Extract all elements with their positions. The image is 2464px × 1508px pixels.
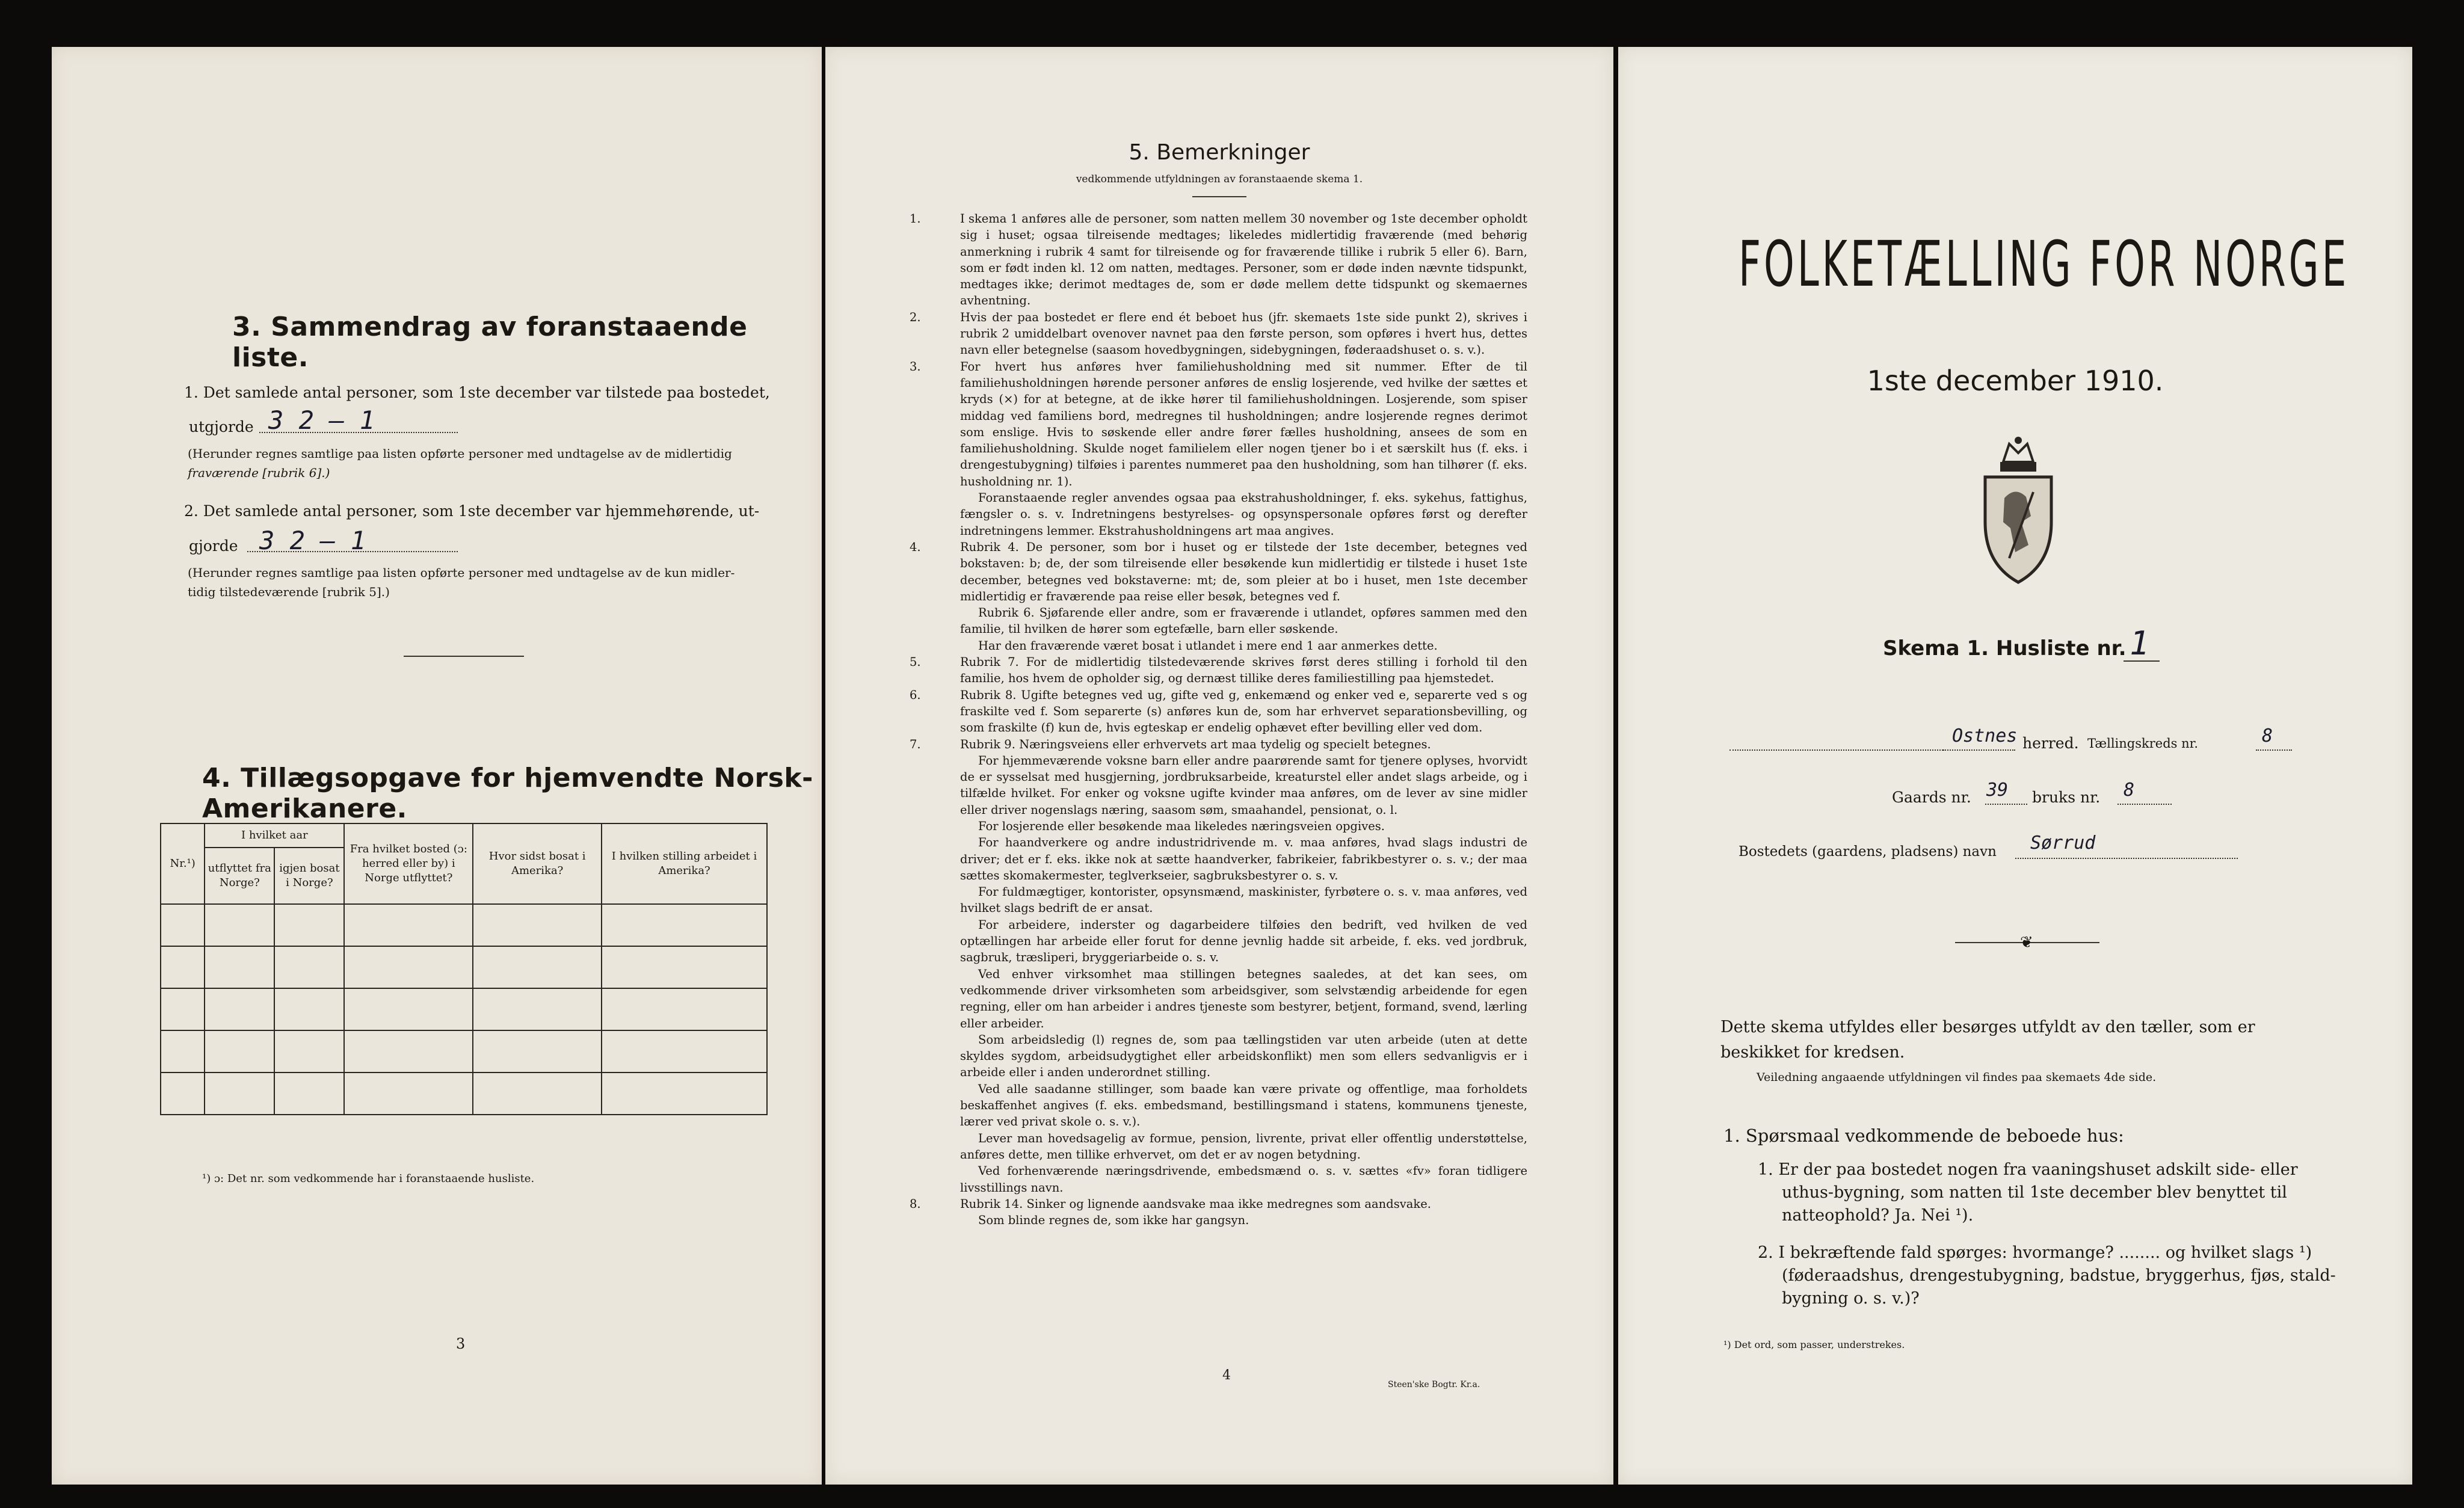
remark-text: Rubrik 8. Ugifte betegnes ved ug, gifte ved g, enkemænd og enker ved e, separerte ved s og fraskilte ved f. Som separerte (s) anføres kun de, som har erhvervet separationsbevilling, og som fraskilte (f) kun de, hvis egteskap er endelig ophævet efter bevilling eller ved dom. xyxy=(960,688,1527,735)
bosted-value[interactable]: Sørrud xyxy=(2030,832,2096,854)
bosted-label: Bostedets (gaardens, pladsens) navn xyxy=(1739,844,1997,860)
remark-text: Ved alle saadanne stillinger, som baade kan være private og offentlige, maa forholdets beskaffenhet angives (f. eks. embedsmand, bestillingsmand i statens, kommunens tjeneste, lærer ved privat skole o. s. v.). xyxy=(960,1082,1527,1129)
remark-paragraph xyxy=(935,752,1527,818)
remark-text: Som blinde regnes de, som ikke har gangsyn. xyxy=(978,1213,1249,1228)
printer-mark: Steen'ske Bogtr. Kr.a. xyxy=(1388,1380,1480,1390)
cover-title: FOLKETÆLLING FOR NORGE xyxy=(1739,227,2350,301)
remark-number: 6. xyxy=(910,688,921,702)
table-row xyxy=(161,1073,767,1115)
remark-number: 5. xyxy=(910,655,921,669)
table-row xyxy=(161,946,767,988)
remark-paragraph xyxy=(935,917,1527,966)
section-4-title: 4. Tillægsopgave for hjemvendte Norsk-Amerikanere. xyxy=(202,763,813,824)
bruks-label: bruks nr. xyxy=(2032,789,2101,806)
remark-paragraph xyxy=(910,211,1527,309)
remark-text: Rubrik 4. De personer, som bor i huset og er tilstede der 1ste december, betegnes ved bokstaven: b; de, der som tilreisende eller besøkende kun midlertidig er tilstede i huset 1ste december, betegnes ved bokstaverne: mt; de, som pleier at bo i huset, men 1ste december midlertidig er fraværende paa reise eller besøk, betegnes ved f. xyxy=(960,540,1527,603)
item-1-value[interactable]: 3 2 – 1 xyxy=(268,405,375,435)
norsk-amerikanere-table xyxy=(160,823,768,1115)
page-4-remarks xyxy=(825,47,1613,1485)
remark-paragraph xyxy=(935,966,1527,1032)
remark-number: 1. xyxy=(910,212,921,226)
col-fra: Fra hvilket bosted (ɔ: herred eller by) i Norge utflyttet? xyxy=(344,823,473,904)
remark-paragraph xyxy=(935,490,1527,539)
remark-paragraph xyxy=(910,539,1527,605)
remark-text: For fuldmægtiger, kontorister, opsynsmænd, maskinister, fyrbøtere o. s. v. maa anføres, ved hvilket slags bedrift de er ansat. xyxy=(960,885,1527,916)
remark-text: Rubrik 14. Sinker og lignende aandsvake maa ikke medregnes som aandsvake. xyxy=(960,1196,1431,1211)
herred-label: herred. xyxy=(2022,734,2079,752)
remark-text: Hvis der paa bostedet er flere end ét beboet hus (jfr. skemaets 1ste side punkt 2), skrives i rubrik 2 umiddelbart ovenover navnet paa den første person, som opføres i hvert hus, dettes navn eller betegnelse (saasom hovedbygningen, sidebygningen, føderaadshuset o. s. v.). xyxy=(960,310,1527,357)
remark-text: Ved forhenværende næringsdrivende, embedsmænd o. s. v. sættes «fv» foran tidligere livsstillings navn. xyxy=(960,1164,1527,1195)
remark-text: Har den fraværende været bosat i utlandet i mere end 1 aar anmerkes dette. xyxy=(978,638,1438,653)
husliste-nr-value[interactable]: 1 xyxy=(2130,624,2149,662)
remark-paragraph xyxy=(935,1032,1527,1081)
divider xyxy=(404,656,524,657)
table-row xyxy=(161,988,767,1030)
item-2-value[interactable]: 3 2 – 1 xyxy=(259,526,366,555)
table-row xyxy=(161,904,767,946)
remark-paragraph xyxy=(935,638,1527,654)
remark-text: For hvert hus anføres hver familiehusholdning med sit nummer. Efter de til familiehusholdningen hørende personer anføres de enslig losjerende, ved hvilke der sættes et kryds (×) for at betegne, at de ikke hører til familiehusholdningen. Losjerende, som spiser middag ved familiens bord, medregnes til husholdningen; andre losjerende regnes derimot som enslige. Hvis to søskende eller andre fører fælles husholdning, ansees de som en familiehusholdning. Skulde noget familielem eller nogen tjener bo i et særskilt hus (f. eks. i drengestubygning) tilføies i parentes nummeret paa den husholdning, som han tilhører (f. eks. husholdning nr. 1). xyxy=(960,359,1527,488)
instruction-line-3: Veiledning angaaende utfyldningen vil findes paa skemaets 4de side. xyxy=(1757,1071,2157,1084)
remark-paragraph xyxy=(935,818,1527,834)
remark-text: Som arbeidsledig (l) regnes de, som paa tællingstiden var uten arbeide (uten at dette skyldes sygdom, arbeidsudygtighet eller arbeidskonflikt) men som ellers sedvanligvis er i arbeide eller i anden underordnet stilling. xyxy=(960,1032,1527,1080)
col-nr: Nr.¹) xyxy=(161,823,205,904)
question-1-line-2: uthus-bygning, som natten til 1ste december blev benyttet til xyxy=(1782,1183,2287,1202)
section-3-title: 3. Sammendrag av foranstaaende liste. xyxy=(232,312,748,373)
ornament-icon: ❦ xyxy=(2020,934,2033,952)
remark-paragraph xyxy=(935,834,1527,884)
question-1-line-3: natteophold? Ja. Nei ¹). xyxy=(1782,1206,1974,1225)
kreds-value[interactable]: 8 xyxy=(2262,725,2273,746)
question-2-line-3: bygning o. s. v.)? xyxy=(1782,1289,1920,1308)
question-heading: 1. Spørsmaal vedkommende de beboede hus: xyxy=(1723,1125,2124,1146)
remark-paragraph xyxy=(910,309,1527,359)
remark-text: I skema 1 anføres alle de personer, som natten mellem 30 november og 1ste december opholdt sig i huset; ogsaa tilreisende medtages; likeledes midlertidig fraværende (med behørig anmerkning i rubrik 4 samt for tilreisende og for fraværende tillike i rubrik 5 eller 6). Barn, som er født inden kl. 12 om natten, medtages. Personer, som er døde inden nævnte tidspunkt, medtages ikke; derimot medtages de, som er døde mellem dette tidspunkt og skemaernes avhentning. xyxy=(960,212,1527,308)
remark-paragraph xyxy=(935,1212,1527,1228)
col-stilling: I hvilken stilling arbeidet i Amerika? xyxy=(602,823,767,904)
table-row xyxy=(161,1030,767,1073)
instruction-line-1: Dette skema utfyldes eller besørges utfyldt av den tæller, som er xyxy=(1720,1018,2255,1036)
col-utflyttet: utflyttet fra Norge? xyxy=(205,848,274,904)
skema-label: Skema 1. Husliste nr. xyxy=(1883,636,2127,660)
question-1-line-1: 1. Er der paa bostedet nogen fra vaaningshuset adskilt side- eller xyxy=(1758,1160,2298,1179)
remark-paragraph xyxy=(935,1081,1527,1130)
cover-date: 1ste december 1910. xyxy=(1867,365,2164,397)
item-1-note-1: (Herunder regnes samtlige paa listen opførte personer med undtagelse av de midlertidig xyxy=(188,446,732,461)
remark-number: 8. xyxy=(910,1196,921,1211)
remark-paragraph xyxy=(935,1163,1527,1196)
remark-paragraph xyxy=(935,1130,1527,1163)
col-igjen: igjen bosat i Norge? xyxy=(274,848,344,904)
col-hvor: Hvor sidst bosat i Amerika? xyxy=(473,823,602,904)
item-2-note-2: tidig tilstedeværende [rubrik 5].) xyxy=(188,585,390,599)
remark-paragraph xyxy=(935,605,1527,638)
item-1-note-2: fraværende [rubrik 6].) xyxy=(188,466,330,480)
question-2-line-2: (føderaadshus, drengestubygning, badstue, bryggerhus, fjøs, stald- xyxy=(1782,1266,2336,1285)
bruks-value[interactable]: 8 xyxy=(2124,780,2135,801)
kreds-label: Tællingskreds nr. xyxy=(2087,736,2199,751)
remark-paragraph xyxy=(910,1196,1527,1212)
remark-text: For hjemmeværende voksne barn eller andre paarørende samt for tjenere oplyses, hvorvidt de er sysselsat med husgjerning, jordbruksarbeide, kreaturstel eller andet slags arbeide, og i tilfælde hvilket. For enker og voksne ugifte kvinder maa anføres, om de lever av sine midler eller driver nogenslags næring, saasom søm, smaahandel, pensionat, o. l. xyxy=(960,753,1527,817)
remark-text: For arbeidere, inderster og dagarbeidere tilføies den bedrift, ved hvilken de ved optællingen har arbeide eller forut for denne jevnlig hadde sit arbeide, f. eks. ved jordbruk, sagbruk, træsliperi, bryggeriarbeide o. s. v. xyxy=(960,917,1527,965)
coat-of-arms-icon xyxy=(1973,432,2063,588)
page-3-summary xyxy=(52,47,822,1485)
divider xyxy=(1192,196,1246,197)
remark-number: 7. xyxy=(910,737,921,751)
page-number: 3 xyxy=(456,1335,466,1352)
remark-text: Rubrik 9. Næringsveiens eller erhvervets art maa tydelig og specielt betegnes. xyxy=(960,737,1431,751)
instruction-line-2: beskikket for kredsen. xyxy=(1720,1043,1905,1062)
cover-footnote: ¹) Det ord, som passer, understrekes. xyxy=(1723,1339,1905,1350)
col-aar: I hvilket aar xyxy=(205,823,344,848)
remark-text: For losjerende eller besøkende maa likeledes næringsveien opgives. xyxy=(978,819,1385,833)
cover-page xyxy=(1618,47,2412,1485)
remark-number: 2. xyxy=(910,310,921,324)
item-1-prefix: utgjorde xyxy=(189,418,254,435)
remark-paragraph xyxy=(910,736,1527,752)
item-1-text: 1. Det samlede antal personer, som 1ste december var tilstede paa bostedet, xyxy=(184,384,770,401)
remark-number: 3. xyxy=(910,359,921,374)
gaards-label: Gaards nr. xyxy=(1892,789,1971,806)
remark-text: Foranstaaende regler anvendes ogsaa paa ekstrahusholdninger, f. eks. sykehus, fattighus, fængsler o. s. v. Indretningens bestyrelses- og opsynspersonale opføres først og derefter indretningens lemmer. Ekstrahusholdningens art maa angives. xyxy=(960,491,1527,538)
remark-text: Rubrik 6. Sjøfarende eller andre, som er fraværende i utlandet, opføres sammen med den familie, til hvilken de hører som egtefælle, barn eller søskende. xyxy=(960,606,1527,636)
table-footnote: ¹) ɔ: Det nr. som vedkommende har i foranstaaende husliste. xyxy=(202,1172,535,1185)
remark-paragraph xyxy=(910,654,1527,687)
item-2-text: 2. Det samlede antal personer, som 1ste december var hjemmehørende, ut- xyxy=(184,502,760,520)
remark-text: Ved enhver virksomhet maa stillingen betegnes saaledes, at det kan sees, om vedkommende driver virksomheten som arbeidsgiver, som selvstændig arbeidende for egen regning, eller om han arbeider i andres tjeneste som bestyrer, betjent, formand, svend, lærling eller arbeider. xyxy=(960,967,1527,1030)
remark-text: For haandverkere og andre industridrivende m. v. maa anføres, hvad slags industri de driver; det er f. eks. ikke nok at sætte haandverker, fabrikeier, fabrikbestyrer o. s. v.; der maa sættes skomakermester, teglverkseier, sagbruksbestyrer o. s. v. xyxy=(960,836,1527,882)
item-2-note-1: (Herunder regnes samtlige paa listen opførte personer med undtagelse av de kun midler- xyxy=(188,565,735,580)
item-2-prefix: gjorde xyxy=(189,537,238,555)
remarks-subtitle: vedkommende utfyldningen av foranstaaende skema 1. xyxy=(1076,173,1363,185)
remark-paragraph xyxy=(910,359,1527,490)
remark-paragraph xyxy=(910,687,1527,736)
remark-paragraph xyxy=(935,884,1527,917)
page-number: 4 xyxy=(1222,1368,1231,1383)
remarks-list xyxy=(910,211,1527,1228)
remarks-title: 5. Bemerkninger xyxy=(1129,140,1310,165)
herred-value[interactable]: Ostnes xyxy=(1952,725,2018,746)
gaards-value[interactable]: 39 xyxy=(1986,780,2009,801)
question-2-line-1: 2. I bekræftende fald spørges: hvormange? ........ og hvilket slags ¹) xyxy=(1758,1243,2312,1262)
remark-text: Lever man hovedsagelig av formue, pension, livrente, privat eller offentlig understøttelse, anføres dette, men tillike erhvervet, om det er av nogen betydning. xyxy=(960,1131,1527,1162)
remark-number: 4. xyxy=(910,540,921,554)
remark-text: Rubrik 7. For de midlertidig tilstedeværende skrives først deres stilling i forhold til den familie, hos hvem de opholder sig, og dernæst tillike deres familiestilling paa hjemstedet. xyxy=(960,655,1527,686)
